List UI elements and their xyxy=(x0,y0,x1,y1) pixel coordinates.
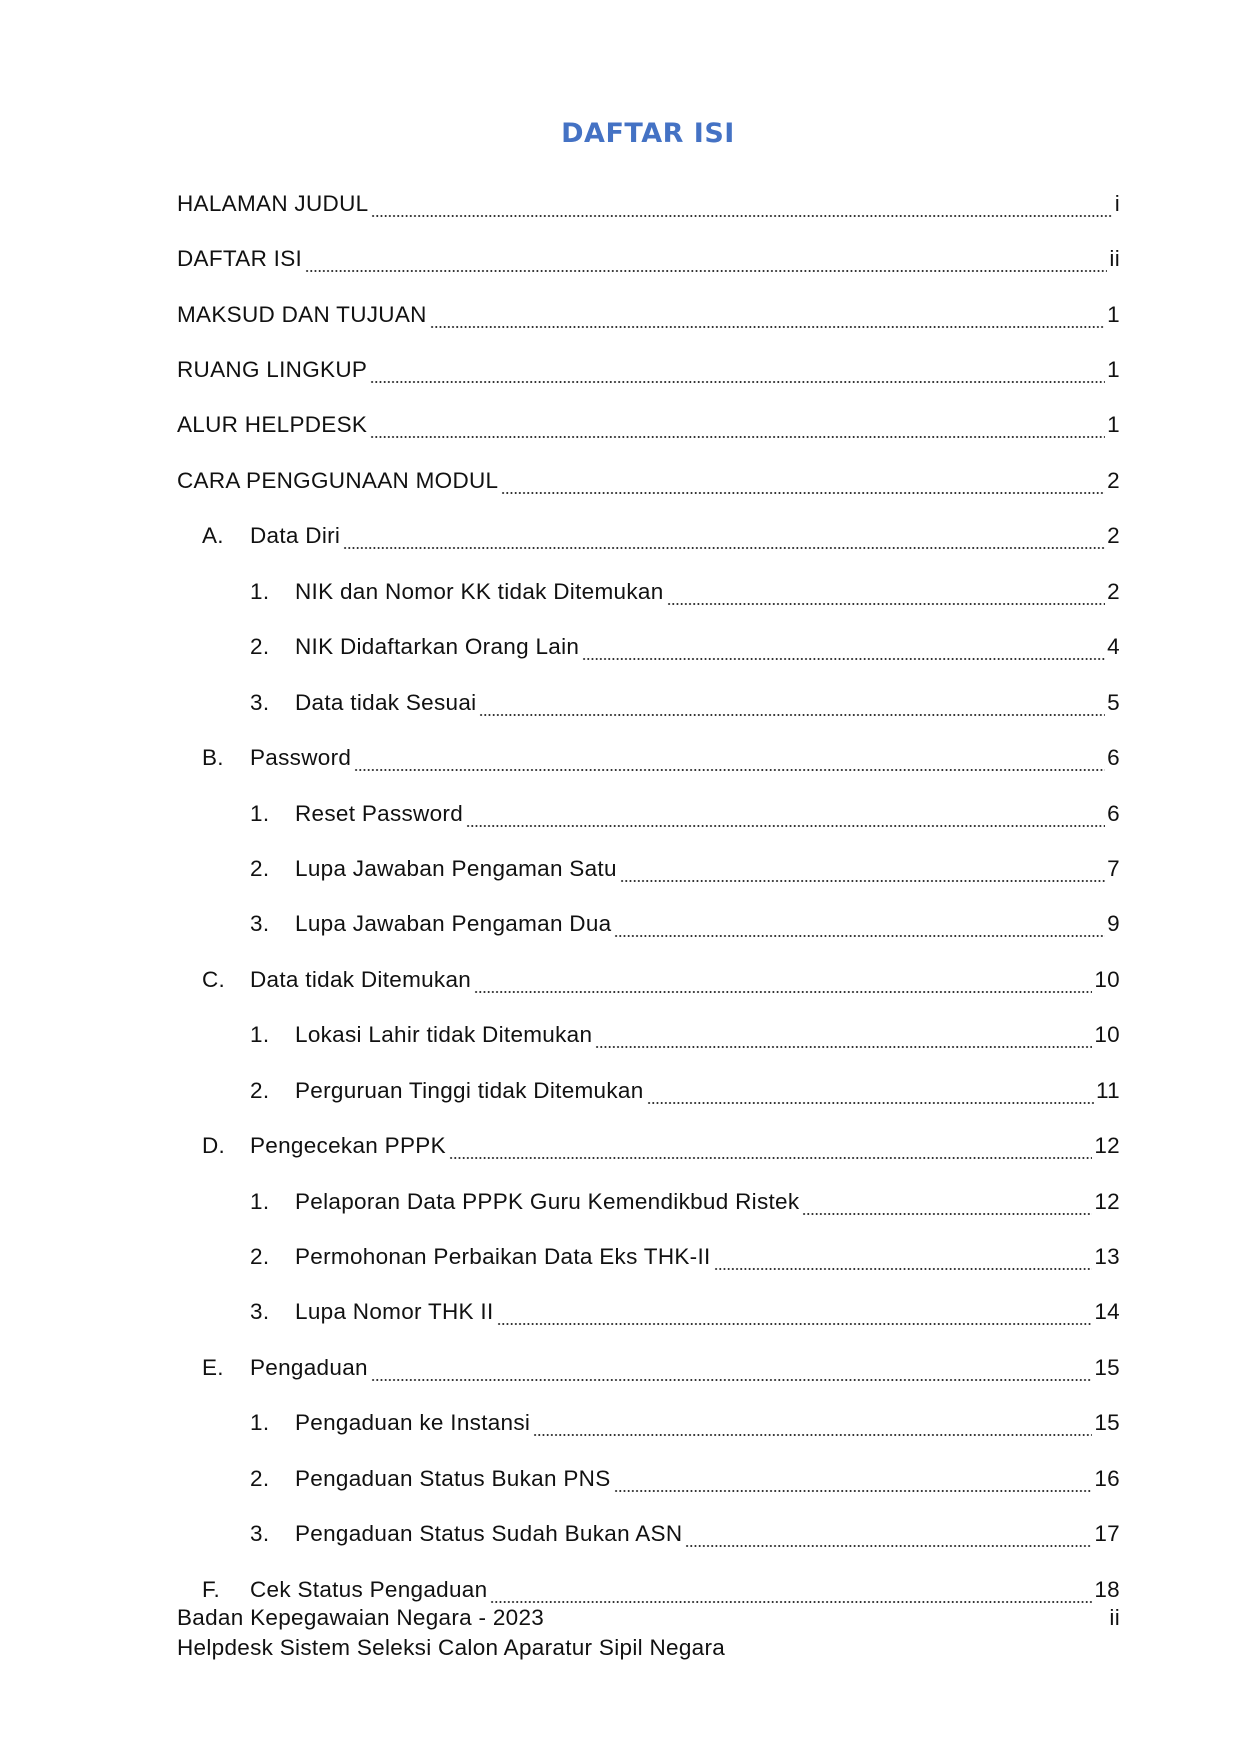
toc-entry-number: 1. xyxy=(250,1188,270,1214)
dot-leader xyxy=(595,1027,1092,1049)
toc-entry-number: 3. xyxy=(250,1521,270,1547)
toc-entry-number: 1. xyxy=(250,578,270,604)
toc-entry-number: 2. xyxy=(250,1465,270,1491)
dot-leader xyxy=(370,362,1105,384)
toc-entry-page: 1 xyxy=(1107,412,1120,438)
toc-entry[interactable] xyxy=(177,841,1120,896)
dot-leader xyxy=(582,639,1105,661)
toc-entry[interactable] xyxy=(177,1340,1120,1395)
toc-entry-number: 2. xyxy=(250,634,270,660)
toc-entry-number: F. xyxy=(202,1576,221,1602)
toc-entry-number: 2. xyxy=(250,1077,270,1103)
dot-leader xyxy=(667,584,1106,606)
toc-entry-page: 16 xyxy=(1094,1465,1120,1491)
toc-entry-text: Lupa Jawaban Pengaman Satu xyxy=(295,856,620,882)
dot-leader xyxy=(685,1526,1092,1548)
toc-entry[interactable] xyxy=(177,1396,1120,1451)
toc-entry-number: E. xyxy=(202,1354,224,1380)
toc-entry-page: 11 xyxy=(1096,1077,1120,1103)
toc-entry[interactable] xyxy=(177,1118,1120,1173)
toc-entry-page: 14 xyxy=(1094,1299,1120,1325)
toc-entry-page: 9 xyxy=(1107,911,1120,937)
toc-entry-page: 10 xyxy=(1094,1022,1120,1048)
toc-entry[interactable] xyxy=(177,1507,1120,1562)
dot-leader xyxy=(370,417,1105,439)
dot-leader xyxy=(497,1304,1093,1326)
dot-leader xyxy=(430,307,1105,329)
toc-entry-page: 4 xyxy=(1107,634,1120,660)
toc-entry-number: 2. xyxy=(250,1244,270,1270)
toc-entry-page: 1 xyxy=(1107,357,1120,383)
toc-entry-page: 17 xyxy=(1094,1521,1120,1547)
toc-entry-page: 13 xyxy=(1094,1244,1120,1270)
dot-leader xyxy=(501,473,1105,495)
toc-entry[interactable] xyxy=(177,730,1120,785)
toc-entry[interactable] xyxy=(177,342,1120,397)
toc-entry-text: Password xyxy=(250,745,354,771)
toc-entry[interactable] xyxy=(177,1229,1120,1284)
toc-entry-number: C. xyxy=(202,966,226,992)
toc-entry[interactable] xyxy=(177,1285,1120,1340)
toc-entry[interactable] xyxy=(177,509,1120,564)
footer-organization: Badan Kepegawaian Negara - 2023 xyxy=(177,1605,545,1630)
dot-leader xyxy=(714,1249,1093,1271)
toc-entry-text: Data tidak Sesuai xyxy=(295,690,479,716)
table-of-contents xyxy=(177,176,1120,1617)
footer-line-organization xyxy=(177,1603,1120,1633)
toc-entry-text: Pengecekan PPPK xyxy=(250,1133,449,1159)
toc-entry[interactable] xyxy=(177,1063,1120,1118)
dot-leader xyxy=(479,695,1105,717)
toc-entry-text: NIK Didaftarkan Orang Lain xyxy=(295,634,582,660)
footer-line-system xyxy=(177,1633,1120,1663)
toc-entry-page: i xyxy=(1114,190,1120,216)
toc-entry-number: D. xyxy=(202,1133,226,1159)
toc-entry-text: Pengaduan Status Sudah Bukan ASN xyxy=(295,1521,685,1547)
toc-entry-page: 5 xyxy=(1107,689,1120,715)
dot-leader xyxy=(647,1083,1094,1105)
toc-entry-text: Data Diri xyxy=(250,523,343,549)
toc-entry-page: 6 xyxy=(1107,800,1120,826)
toc-entry-page: 2 xyxy=(1107,523,1120,549)
toc-entry-text: Reset Password xyxy=(295,801,466,827)
toc-entry-text: Pengaduan Status Bukan PNS xyxy=(295,1466,614,1492)
toc-entry-page: 10 xyxy=(1094,966,1120,992)
toc-entry[interactable] xyxy=(177,786,1120,841)
dot-leader xyxy=(802,1194,1092,1216)
toc-entry-number: 3. xyxy=(250,1299,270,1325)
toc-entry[interactable] xyxy=(177,398,1120,453)
dot-leader xyxy=(343,528,1105,550)
dot-leader xyxy=(466,806,1105,828)
toc-entry-page: 2 xyxy=(1107,467,1120,493)
toc-entry-number: 3. xyxy=(250,689,270,715)
toc-entry[interactable] xyxy=(177,564,1120,619)
toc-entry-page: 12 xyxy=(1094,1133,1120,1159)
toc-entry[interactable] xyxy=(177,176,1120,231)
toc-entry-page: 2 xyxy=(1107,578,1120,604)
toc-entry-page: 18 xyxy=(1094,1576,1120,1602)
toc-entry-text: Data tidak Ditemukan xyxy=(250,967,474,993)
footer-system-name: Helpdesk Sistem Seleksi Calon Aparatur Sipil Negara xyxy=(177,1635,726,1660)
toc-entry[interactable] xyxy=(177,675,1120,730)
dot-leader xyxy=(474,972,1092,994)
toc-entry-text: Perguruan Tinggi tidak Ditemukan xyxy=(295,1078,647,1104)
toc-entry[interactable] xyxy=(177,620,1120,675)
toc-entry-page: 15 xyxy=(1094,1410,1120,1436)
toc-entry-text: Pengaduan xyxy=(250,1355,371,1381)
toc-entry-text: ALUR HELPDESK xyxy=(177,412,370,438)
toc-entry-text: Lupa Jawaban Pengaman Dua xyxy=(295,911,614,937)
page-title: DAFTAR ISI xyxy=(561,118,735,149)
toc-entry-page: 6 xyxy=(1107,745,1120,771)
toc-entry-text: RUANG LINGKUP xyxy=(177,357,370,383)
toc-entry[interactable] xyxy=(177,231,1120,286)
dot-leader xyxy=(371,1360,1093,1382)
toc-entry-text: Permohonan Perbaikan Data Eks THK-II xyxy=(295,1244,714,1270)
toc-entry[interactable] xyxy=(177,897,1120,952)
toc-entry-page: ii xyxy=(1109,246,1120,272)
dot-leader xyxy=(371,196,1112,218)
toc-entry[interactable] xyxy=(177,453,1120,508)
toc-entry-text: DAFTAR ISI xyxy=(177,246,305,272)
toc-entry-number: A. xyxy=(202,523,224,549)
toc-entry-text: Cek Status Pengaduan xyxy=(250,1577,490,1603)
page-footer xyxy=(177,1603,1120,1663)
toc-entry-text: NIK dan Nomor KK tidak Ditemukan xyxy=(295,579,667,605)
toc-entry-number: 1. xyxy=(250,1410,270,1436)
dot-leader xyxy=(490,1582,1092,1604)
toc-entry-text: Lupa Nomor THK II xyxy=(295,1299,497,1325)
dot-leader xyxy=(614,1471,1093,1493)
toc-entry-number: 1. xyxy=(250,1022,270,1048)
dot-leader xyxy=(620,861,1105,883)
toc-entry[interactable] xyxy=(177,1008,1120,1063)
toc-entry-text: MAKSUD DAN TUJUAN xyxy=(177,302,430,328)
toc-entry[interactable] xyxy=(177,1174,1120,1229)
toc-entry-text: Pelaporan Data PPPK Guru Kemendikbud Ristek xyxy=(295,1189,802,1215)
dot-leader xyxy=(305,251,1107,273)
toc-entry-number: 3. xyxy=(250,911,270,937)
dot-leader xyxy=(533,1415,1092,1437)
footer-page-number: ii xyxy=(1109,1605,1120,1630)
toc-entry[interactable] xyxy=(177,287,1120,342)
toc-entry[interactable] xyxy=(177,1451,1120,1506)
toc-entry[interactable] xyxy=(177,952,1120,1007)
toc-entry-page: 7 xyxy=(1107,855,1120,881)
toc-entry-text: CARA PENGGUNAAN MODUL xyxy=(177,468,501,494)
toc-entry-number: B. xyxy=(202,745,224,771)
toc-entry-page: 12 xyxy=(1094,1188,1120,1214)
dot-leader xyxy=(354,750,1105,772)
toc-entry-number: 1. xyxy=(250,800,270,826)
dot-leader xyxy=(614,916,1105,938)
toc-entry-text: HALAMAN JUDUL xyxy=(177,191,371,217)
dot-leader xyxy=(449,1138,1092,1160)
toc-entry-page: 1 xyxy=(1107,301,1120,327)
toc-entry-number: 2. xyxy=(250,855,270,881)
toc-entry-text: Pengaduan ke Instansi xyxy=(295,1410,533,1436)
toc-entry-text: Lokasi Lahir tidak Ditemukan xyxy=(295,1022,595,1048)
toc-entry-page: 15 xyxy=(1094,1354,1120,1380)
